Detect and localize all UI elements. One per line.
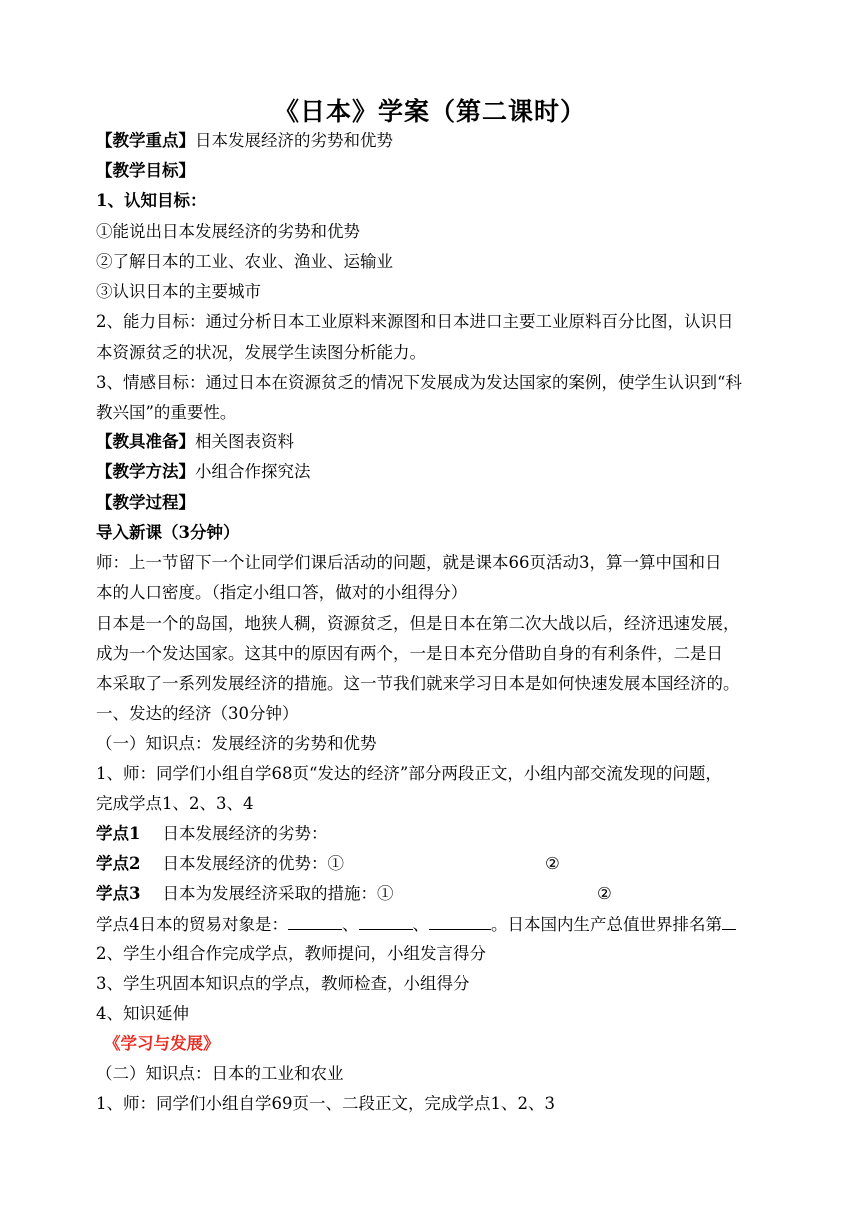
xuedian4-sep2: 、 <box>412 915 429 934</box>
step5: 1、师：同学们小组自学69页一、二段正文，完成学点1、2、3 <box>96 1094 555 1113</box>
section1-heading: 一、发达的经济（30分钟） <box>96 704 299 723</box>
page-title: 《日本》学案（第二课时） <box>273 97 586 126</box>
goal1-item-b: ②了解日本的工业、农业、渔业、运输业 <box>96 252 393 271</box>
xuedian2-mark2: ② <box>545 854 560 873</box>
teacher-line1: 师：上一节留下一个让同学们课后活动的问题，就是课本66页活动3，算一算中国和日 <box>96 553 722 572</box>
xuedian1-label: 学点1 <box>96 824 141 843</box>
xuedian4-sep1: 、 <box>342 915 359 934</box>
sub1-heading: （一）知识点：发展经济的劣势和优势 <box>96 734 377 753</box>
goal3-line2: 教兴国”的重要性。 <box>96 403 237 422</box>
sub2-heading: （二）知识点：日本的工业和农业 <box>96 1064 344 1083</box>
goal3-line1: 3、情感目标：通过日本在资源贫乏的情况下发展成为发达国家的案例，使学生认识到“科 <box>96 373 742 392</box>
study-development-title: 《学习与发展》 <box>104 1034 220 1053</box>
para-line2: 成为一个发达国家。这其中的原因有两个，一是日本充分借助自身的有利条件，二是日 <box>96 644 723 663</box>
method <box>96 461 311 483</box>
key-point <box>96 130 393 152</box>
xuedian2 <box>96 853 344 875</box>
trade-partner-blank-3[interactable] <box>429 913 491 930</box>
prep-label: 【教具准备】 <box>96 432 195 451</box>
goal2-line1: 2、能力目标：通过分析日本工业原料来源图和日本进口主要工业原料百分比图，认识日 <box>96 312 734 331</box>
step4: 4、知识延伸 <box>96 1004 189 1023</box>
xuedian3-label: 学点3 <box>96 884 141 903</box>
key-point-label: 【教学重点】 <box>96 131 195 150</box>
step3: 3、学生巩固本知识点的学点，教师检查，小组得分 <box>96 974 470 993</box>
method-label: 【教学方法】 <box>96 462 195 481</box>
process-heading: 【教学过程】 <box>96 493 195 512</box>
prep <box>96 431 294 453</box>
xuedian4-suffix: 。日本国内生产总值世界排名第 <box>491 915 722 934</box>
key-point-text: 日本发展经济的劣势和优势 <box>195 131 393 150</box>
trade-partner-blank-2[interactable] <box>359 913 413 930</box>
step2: 2、学生小组合作完成学点，教师提问，小组发言得分 <box>96 944 486 963</box>
step1-line2: 完成学点1、2、3、4 <box>96 794 254 813</box>
prep-text: 相关图表资料 <box>195 432 294 451</box>
para-line3: 本采取了一系列发展经济的措施。这一节我们就来学习日本是如何快速发展本国经济的。 <box>96 674 740 693</box>
xuedian3-text: 日本为发展经济采取的措施：① <box>162 884 394 903</box>
step1-line1: 1、师：同学们小组自学68页“发达的经济”部分两段正文，小组内部交流发现的问题， <box>96 764 722 783</box>
gdp-rank-blank[interactable] <box>722 913 736 930</box>
goal1-item-a: ①能说出日本发展经济的劣势和优势 <box>96 222 360 241</box>
para-line1: 日本是一个的岛国，地狭人稠，资源贫乏，但是日本在第二次大战以后，经济迅速发展， <box>96 614 740 633</box>
xuedian2-text: 日本发展经济的优势：① <box>162 854 344 873</box>
xuedian1 <box>96 823 327 845</box>
xuedian4 <box>96 913 736 936</box>
xuedian2-label: 学点2 <box>96 854 141 873</box>
method-text: 小组合作探究法 <box>195 462 311 481</box>
goal2-line2: 本资源贫乏的状况，发展学生读图分析能力。 <box>96 343 426 362</box>
xuedian3 <box>96 883 393 905</box>
teacher-line2: 本的人口密度。（指定小组口答，做对的小组得分） <box>96 583 468 602</box>
xuedian3-mark2: ② <box>597 884 612 903</box>
trade-partner-blank-1[interactable] <box>288 913 342 930</box>
goal1-item-c: ③认识日本的主要城市 <box>96 282 261 301</box>
goal1-heading: 1、认知目标： <box>96 191 207 210</box>
xuedian1-text: 日本发展经济的劣势： <box>162 824 328 843</box>
intro-heading: 导入新课（3分钟） <box>96 523 240 542</box>
xuedian4-prefix: 学点4日本的贸易对象是： <box>96 915 288 934</box>
goals-heading: 【教学目标】 <box>96 161 195 180</box>
